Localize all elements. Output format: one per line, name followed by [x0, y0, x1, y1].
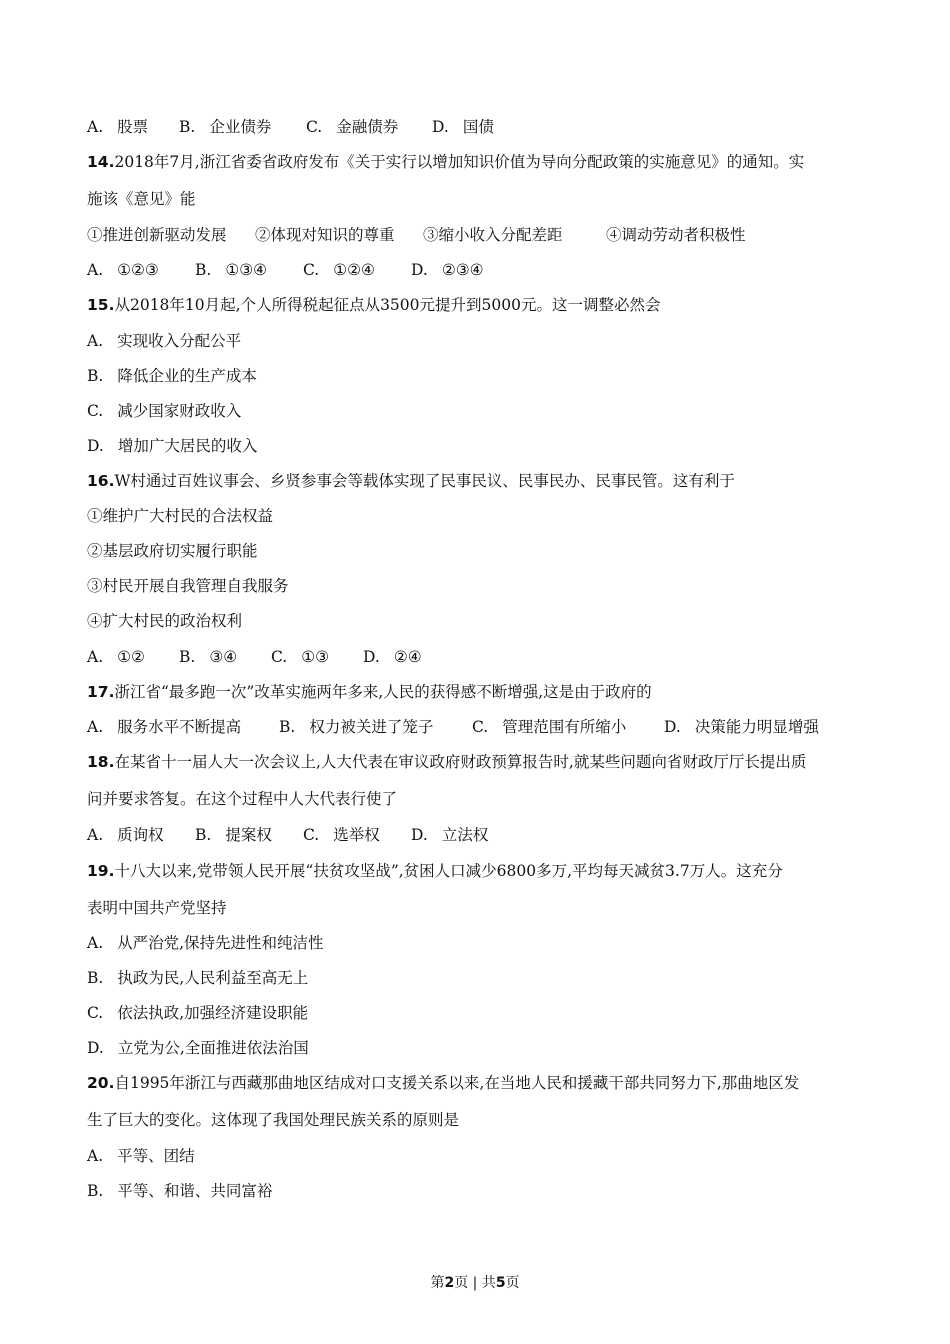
- q16-option-b: B. ③④: [179, 648, 238, 666]
- q16-stem: 16.W村通过百姓议事会、乡贤参事会等载体实现了民事民议、民事民办、民事民管。这有利于: [87, 472, 735, 490]
- q16-statement-4: ④扩大村民的政治权利: [87, 612, 243, 630]
- q17-option-a: A. 服务水平不断提高: [87, 718, 242, 736]
- q20-option-a: A. 平等、团结: [87, 1147, 195, 1165]
- q15-option-a: A. 实现收入分配公平: [87, 332, 242, 350]
- q18-option-a: A. 质询权: [87, 826, 164, 844]
- q16-option-d: D. ②④: [363, 648, 422, 666]
- q14-statement-4: ④调动劳动者积极性: [606, 226, 746, 244]
- q13-option-d: D. 国债: [432, 118, 494, 136]
- q15-option-d: D. 增加广大居民的收入: [87, 437, 258, 455]
- q14-statement-1: ①推进创新驱动发展: [87, 226, 227, 244]
- q14-statement-3: ③缩小收入分配差距: [423, 226, 563, 244]
- q19-option-c: C. 依法执政,加强经济建设职能: [87, 1004, 309, 1022]
- q18-number: 18.: [87, 753, 115, 771]
- q20-stem-line2: 生了巨大的变化。这体现了我国处理民族关系的原则是: [87, 1111, 460, 1129]
- q15-option-c: C. 减少国家财政收入: [87, 402, 242, 420]
- q20-number: 20.: [87, 1074, 115, 1092]
- q18-option-b: B. 提案权: [195, 826, 272, 844]
- q14-option-b: B. ①③④: [195, 261, 268, 279]
- q20-stem-line1: 20.自1995年浙江与西藏那曲地区结成对口支援关系以来,在当地人民和援藏干部共同努力下,那曲地区发: [87, 1074, 800, 1092]
- q15-option-b: B. 降低企业的生产成本: [87, 367, 257, 385]
- q19-stem-line1: 19.十八大以来,党带领人民开展“扶贫攻坚战”,贫困人口减少6800多万,平均每天减贫3.7万人。这充分: [87, 862, 783, 880]
- q14-stem-line1: 14.2018年7月,浙江省委省政府发布《关于实行以增加知识价值为导向分配政策的实施意见》的通知。实: [87, 153, 805, 171]
- q14-options: [87, 260, 484, 280]
- q14-option-a: A. ①②③: [87, 261, 159, 279]
- q17-stem: 17.浙江省“最多跑一次”改革实施两年多来,人民的获得感不断增强,这是由于政府的: [87, 683, 652, 701]
- q14-statement-2: ②体现对知识的尊重: [255, 226, 395, 244]
- q16-number: 16.: [87, 472, 115, 490]
- q19-stem-line2: 表明中国共产党坚持: [87, 899, 227, 917]
- q16-option-c: C. ①③: [271, 648, 330, 666]
- q14-option-c: C. ①②④: [303, 261, 375, 279]
- q17-option-d: D. 决策能力明显增强: [664, 718, 819, 736]
- q14-option-d: D. ②③④: [411, 261, 484, 279]
- q19-option-b: B. 执政为民,人民利益至高无上: [87, 969, 309, 987]
- q18-stem-line1: 18.在某省十一届人大一次会议上,人大代表在审议政府财政预算报告时,就某些问题向省财政厅厅长提出质: [87, 753, 807, 771]
- q16-statement-2: ②基层政府切实履行职能: [87, 542, 258, 560]
- page-footer: 第2页 | 共5页: [430, 1275, 520, 1291]
- q13-option-c: C. 金融债券: [306, 118, 399, 136]
- current-page-number: 2: [444, 1275, 455, 1291]
- q20-option-b: B. 平等、和谐、共同富裕: [87, 1182, 273, 1200]
- q19-number: 19.: [87, 862, 115, 880]
- q18-stem-line2: 问并要求答复。在这个过程中人大代表行使了: [87, 790, 398, 808]
- q19-option-a: A. 从严治党,保持先进性和纯洁性: [87, 934, 324, 952]
- q17-number: 17.: [87, 683, 115, 701]
- q14-stem-line2: 施该《意见》能: [87, 190, 196, 208]
- q16-option-a: A. ①②: [87, 648, 145, 666]
- q14-number: 14.: [87, 153, 115, 171]
- q18-options: [87, 825, 488, 845]
- q18-option-c: C. 选举权: [303, 826, 380, 844]
- q19-option-d: D. 立党为公,全面推进依法治国: [87, 1039, 309, 1057]
- q16-statement-1: ①维护广大村民的合法权益: [87, 507, 274, 525]
- q17-options: [87, 717, 819, 737]
- q15-number: 15.: [87, 296, 115, 314]
- q18-option-d: D. 立法权: [411, 826, 489, 844]
- q13-option-a: A. 股票: [87, 118, 149, 136]
- q16-options: [87, 647, 422, 667]
- q16-statement-3: ③村民开展自我管理自我服务: [87, 577, 289, 595]
- q13-options: [87, 117, 494, 137]
- q14-statements: [87, 225, 746, 245]
- q13-option-b: B. 企业债券: [179, 118, 272, 136]
- total-pages-number: 5: [495, 1275, 506, 1291]
- q17-option-c: C. 管理范围有所缩小: [472, 718, 627, 736]
- q15-stem: 15.从2018年10月起,个人所得税起征点从3500元提升到5000元。这一调整必然会: [87, 296, 661, 314]
- q17-option-b: B. 权力被关进了笼子: [279, 718, 434, 736]
